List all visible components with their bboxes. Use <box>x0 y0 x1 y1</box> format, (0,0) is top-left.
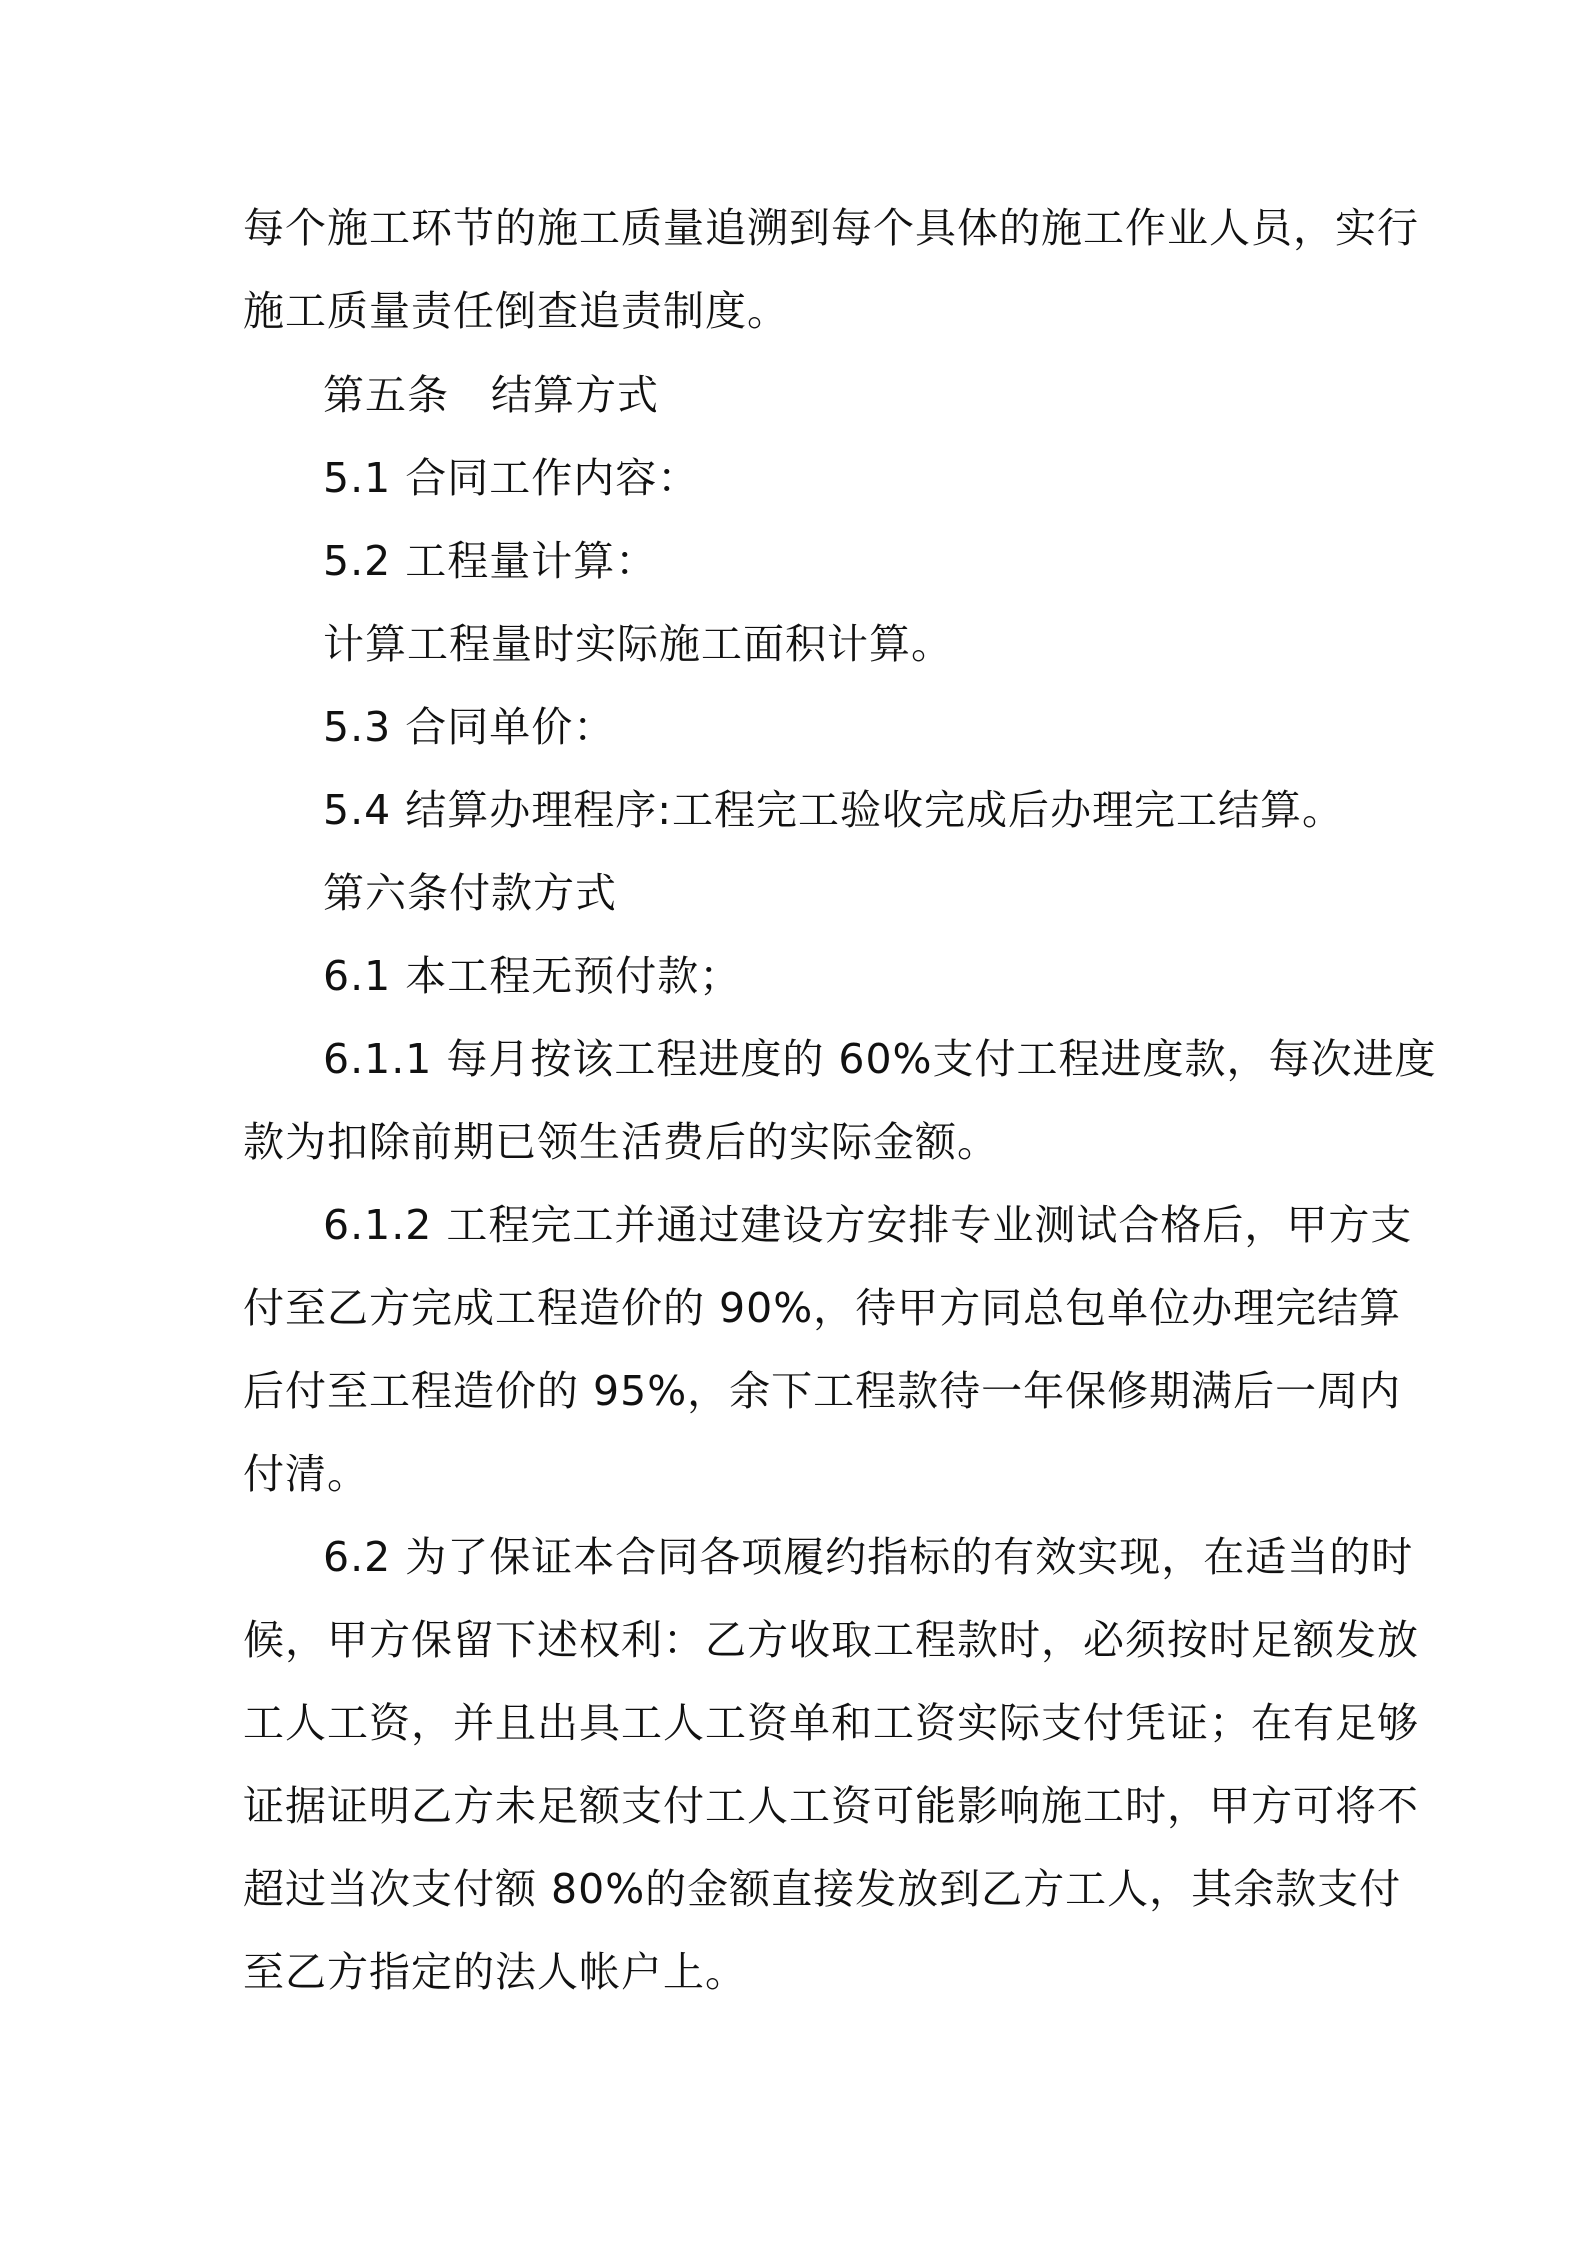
clause-line: 5.1 合同工作内容： <box>323 454 700 502</box>
clause-line: 6.2 为了保证本合同各项履约指标的有效实现，在适当的时 <box>323 1533 1414 1581</box>
section-heading: 第五条 结算方式 <box>323 371 659 419</box>
clause-line: 5.2 工程量计算： <box>323 537 658 585</box>
text-line: 候，甲方保留下述权利：乙方收取工程款时，必须按时足额发放 <box>243 1616 1419 1664</box>
text-line: 每个施工环节的施工质量追溯到每个具体的施工作业人员，实行 <box>243 204 1419 252</box>
section-heading: 第六条付款方式 <box>323 869 617 917</box>
text-line: 施工质量责任倒查追责制度。 <box>243 287 789 335</box>
clause-line: 5.3 合同单价： <box>323 703 616 751</box>
text-line: 后付至工程造价的 95%，余下工程款待一年保修期满后一周内 <box>243 1367 1402 1415</box>
text-line: 付清。 <box>243 1450 369 1498</box>
text-line: 至乙方指定的法人帐户上。 <box>243 1948 747 1996</box>
clause-line: 6.1.1 每月按该工程进度的 60%支付工程进度款，每次进度 <box>323 1035 1437 1083</box>
clause-line: 6.1 本工程无预付款； <box>323 952 742 1000</box>
text-line: 付至乙方完成工程造价的 90%，待甲方同总包单位办理完结算 <box>243 1284 1402 1332</box>
text-line: 超过当次支付额 80%的金额直接发放到乙方工人，其余款支付 <box>243 1865 1402 1913</box>
text-line: 款为扣除前期已领生活费后的实际金额。 <box>243 1118 999 1166</box>
text-line: 计算工程量时实际施工面积计算。 <box>323 620 953 668</box>
clause-line: 5.4 结算办理程序:工程完工验收完成后办理完工结算。 <box>323 786 1345 834</box>
clause-line: 6.1.2 工程完工并通过建设方安排专业测试合格后，甲方支 <box>323 1201 1413 1249</box>
text-line: 证据证明乙方未足额支付工人工资可能影响施工时，甲方可将不 <box>243 1782 1419 1830</box>
text-line: 工人工资，并且出具工人工资单和工资实际支付凭证；在有足够 <box>243 1699 1419 1747</box>
